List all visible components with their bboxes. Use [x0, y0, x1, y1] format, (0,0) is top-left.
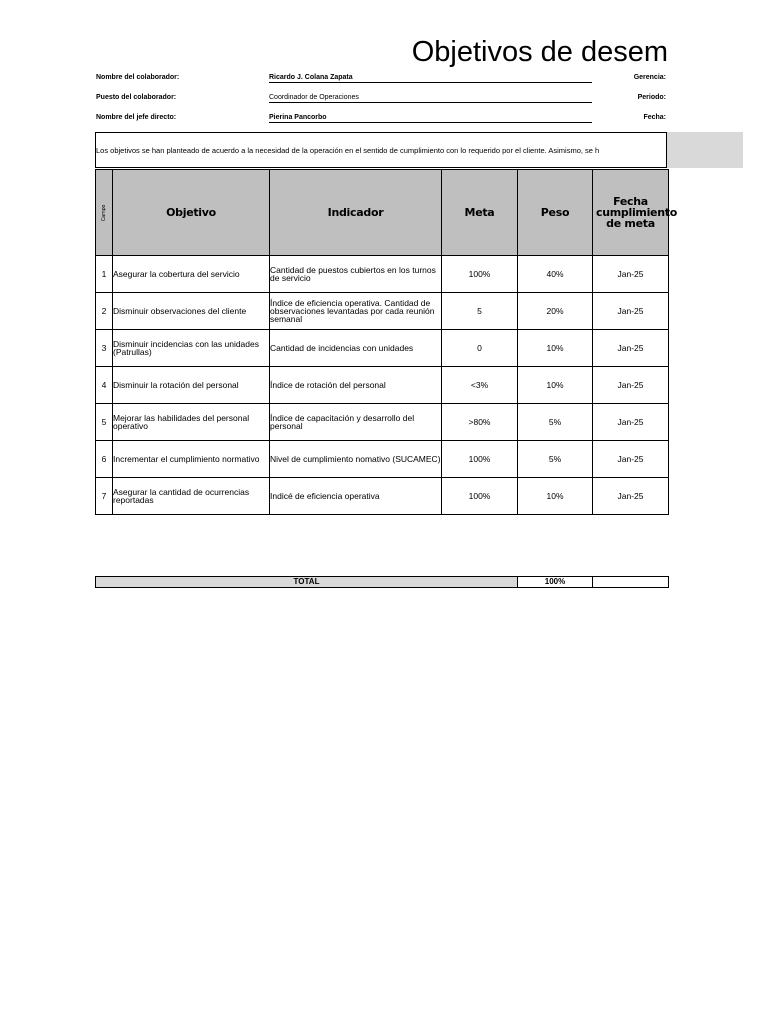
row-objetivo[interactable]: Disminuir la rotación del personal [113, 367, 270, 404]
row-fecha[interactable]: Jan-25 [593, 441, 669, 478]
row-objetivo[interactable]: Asegurar la cantidad de ocurrencias reportadas [113, 478, 270, 515]
header-objetivo: Objetivo [113, 170, 270, 256]
total-peso[interactable]: 100% [518, 577, 593, 588]
manager-value[interactable]: Pierina Pancorbo [269, 114, 592, 123]
header-meta: Meta [442, 170, 518, 256]
row-objetivo[interactable]: Incrementar el cumplimiento normativo [113, 441, 270, 478]
total-table [95, 576, 669, 588]
row-meta[interactable]: <3% [442, 367, 518, 404]
row-meta[interactable]: 100% [442, 478, 518, 515]
row-number[interactable]: 2 [96, 293, 113, 330]
row-objetivo[interactable]: Disminuir observaciones del cliente [113, 293, 270, 330]
row-number[interactable]: 6 [96, 441, 113, 478]
collaborator-value[interactable]: Ricardo J. Colana Zapata [269, 74, 592, 83]
objectives-table [95, 169, 677, 515]
collaborator-label: Nombre del colaborador: [96, 74, 180, 81]
row-number[interactable]: 5 [96, 404, 113, 441]
row-indicador[interactable]: Indicé de eficiencia operativa [270, 478, 442, 515]
intro-shaded-cell [667, 132, 743, 168]
row-peso[interactable]: 20% [518, 293, 593, 330]
row-indicador[interactable]: Índice de rotación del personal [270, 367, 442, 404]
total-label[interactable]: TOTAL [96, 577, 518, 588]
total-row [96, 577, 669, 588]
table-row [96, 330, 669, 367]
row-indicador[interactable]: Índice de eficiencia operativa. Cantidad de observaciones levantadas por cada reunión semanal [270, 293, 442, 330]
header-fecha: Fecha cumplimiento de meta [593, 170, 669, 256]
row-meta[interactable]: 5 [442, 293, 518, 330]
row-fecha[interactable]: Jan-25 [593, 404, 669, 441]
table-row [96, 404, 669, 441]
row-meta[interactable]: 0 [442, 330, 518, 367]
row-peso[interactable]: 10% [518, 367, 593, 404]
row-indicador[interactable]: Cantidad de puestos cubiertos en los turnos de servicio [270, 256, 442, 293]
row-peso[interactable]: 40% [518, 256, 593, 293]
row-fecha[interactable]: Jan-25 [593, 256, 669, 293]
position-label: Puesto del colaborador: [96, 94, 177, 101]
row-peso[interactable]: 5% [518, 404, 593, 441]
row-peso[interactable]: 10% [518, 330, 593, 367]
row-objetivo[interactable]: Disminuir incidencias con las unidades (Patrullas) [113, 330, 270, 367]
header-peso: Peso [518, 170, 593, 256]
table-row [96, 478, 669, 515]
header-campo: Campo [96, 170, 113, 256]
row-fecha[interactable]: Jan-25 [593, 293, 669, 330]
table-header-row [96, 170, 669, 256]
periodo-label: Periodo: [637, 94, 666, 101]
row-indicador[interactable]: Cantidad de incidencias con unidades [270, 330, 442, 367]
row-number[interactable]: 3 [96, 330, 113, 367]
row-objetivo[interactable]: Mejorar las habilidades del personal operativo [113, 404, 270, 441]
row-indicador[interactable]: Índice de capacitación y desarrollo del personal [270, 404, 442, 441]
row-peso[interactable]: 10% [518, 478, 593, 515]
intro-text: Los objetivos se han planteado de acuerdo a la necesidad de la operación en el sentido de cumplimiento con lo requerido por el cliente. Asimismo, se h [96, 146, 600, 155]
row-fecha[interactable]: Jan-25 [593, 478, 669, 515]
row-number[interactable]: 7 [96, 478, 113, 515]
row-fecha[interactable]: Jan-25 [593, 330, 669, 367]
row-meta[interactable]: 100% [442, 441, 518, 478]
row-objetivo[interactable]: Asegurar la cobertura del servicio [113, 256, 270, 293]
fecha-label: Fecha: [643, 114, 666, 121]
total-empty-cell[interactable] [593, 577, 669, 588]
manager-label: Nombre del jefe directo: [96, 114, 177, 121]
row-number[interactable]: 1 [96, 256, 113, 293]
header-indicador: Indicador [270, 170, 442, 256]
row-meta[interactable]: >80% [442, 404, 518, 441]
row-peso[interactable]: 5% [518, 441, 593, 478]
table-row [96, 256, 669, 293]
row-meta[interactable]: 100% [442, 256, 518, 293]
table-row [96, 367, 669, 404]
table-row [96, 293, 669, 330]
row-number[interactable]: 4 [96, 367, 113, 404]
row-indicador[interactable]: Nivel de cumplimiento nomativo (SUCAMEC) [270, 441, 442, 478]
page-title: Objetivos de desem [411, 36, 668, 68]
row-fecha[interactable]: Jan-25 [593, 367, 669, 404]
gerencia-label: Gerencia: [633, 74, 666, 81]
table-row [96, 441, 669, 478]
intro-box[interactable] [95, 132, 667, 168]
position-value[interactable]: Coordinador de Operaciones [269, 94, 592, 103]
